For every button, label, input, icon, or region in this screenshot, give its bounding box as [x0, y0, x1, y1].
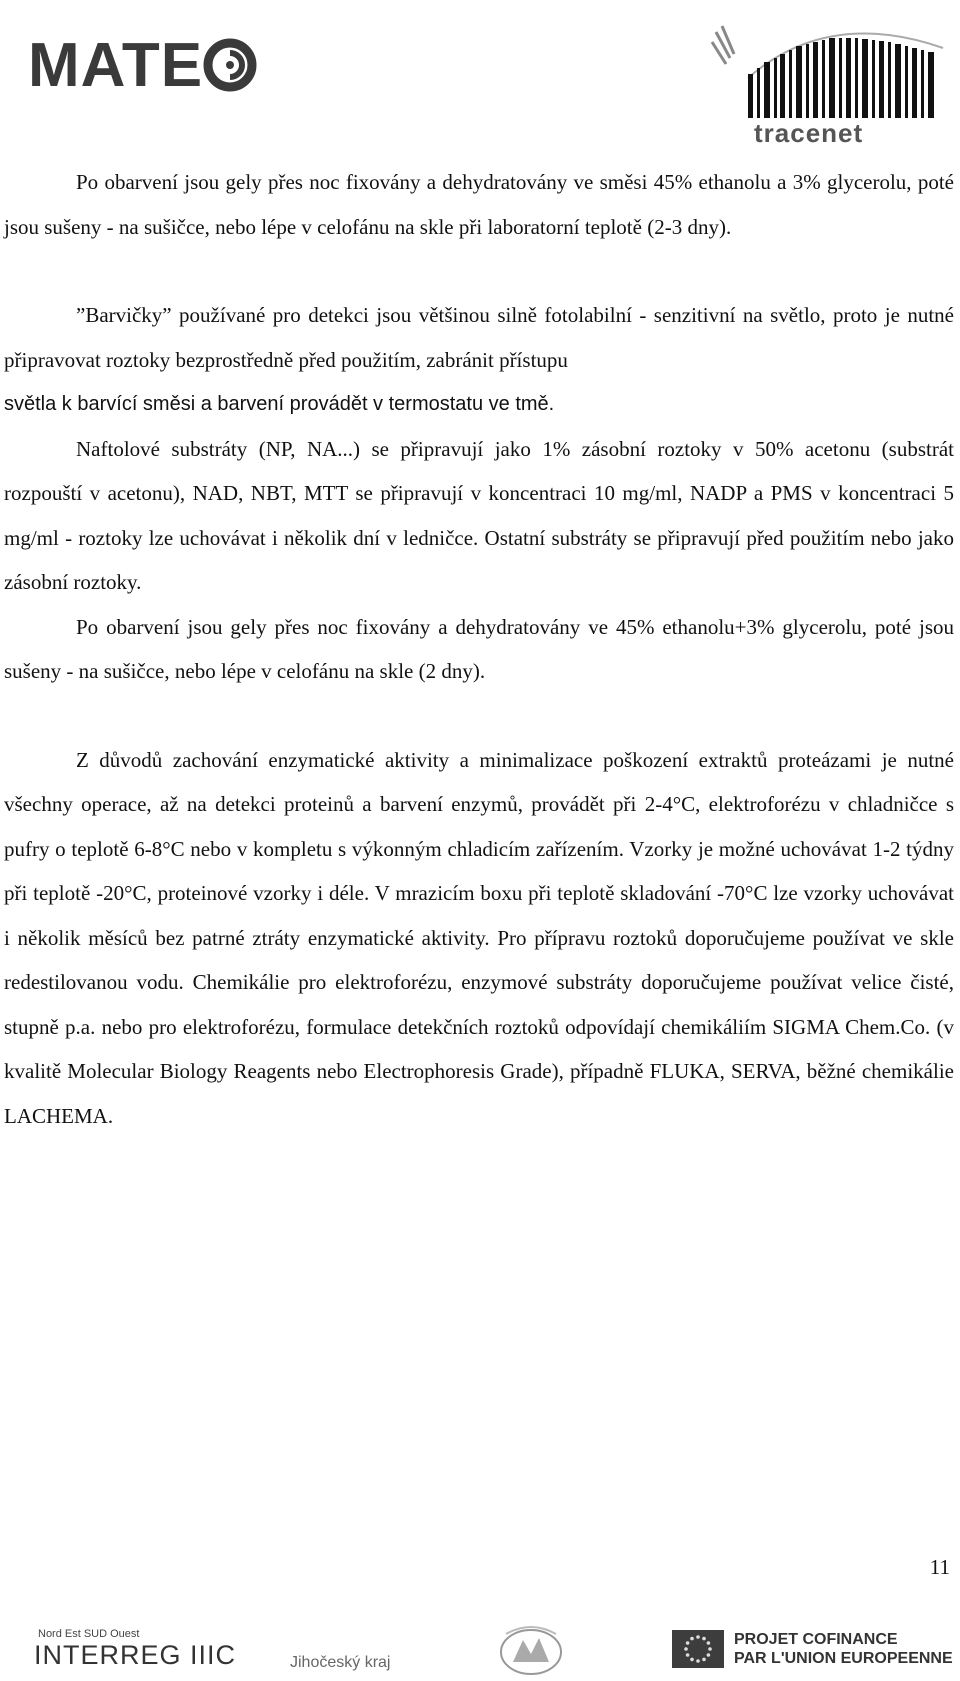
mateo-logo-o-icon: [203, 36, 257, 90]
paragraph-fixation-short: Po obarvení jsou gely přes noc fixovány a dehydratovány ve 45% ethanolu+3% glycerolu, poté jsou sušeny - na sušičce, nebo lépe v celofánu na skle (2 dny).: [4, 614, 954, 683]
region-logo: Jihočeský kraj: [290, 1654, 391, 1671]
paragraph-gap: [4, 249, 954, 293]
tracenet-barcode-icon: [708, 18, 948, 128]
paragraph-fixation: Po obarvení jsou gely přes noc fixovány a dehydratovány ve směsi 45% ethanolu a 3% glycerolu, poté jsou sušeny - na sušičce, nebo lépe v celofánu na skle při laboratorní teplotě (2-3 dny).: [4, 170, 954, 239]
eu-cofinance-line-1: PROJET COFINANCE: [734, 1631, 898, 1648]
page-header: [0, 0, 960, 160]
interreg-logo: INTERREG IIIC: [34, 1640, 237, 1670]
paragraph-substrates: Naftolové substráty (NP, NA...) se připravují jako 1% zásobní roztoky v 50% acetonu (substrát rozpouští v acetonu), NAD, NBT, MTT se připravují v koncentraci 10 mg/ml, NADP a PMS v koncentraci 5 mg/ml - roztoky lze uchovávat i několik dní v ledničce. Ostatní substráty se připravují před použitím nebo jako zásobní roztoky.: [4, 436, 954, 594]
ministry-emblem-icon: [488, 1622, 574, 1676]
mateo-logo-text: MATE: [28, 31, 204, 100]
tracenet-logo-text: tracenet: [754, 118, 864, 148]
mateo-logo: [28, 30, 257, 101]
page-number: 11: [929, 1555, 950, 1579]
document-body: [4, 160, 954, 1138]
paragraph-enzymatic-activity: Z důvodů zachování enzymatické aktivity a minimalizace poškození extraktů proteázami je nutné všechny operace, až na detekci proteinů a barvení enzymů, provádět při 2-4°C, elektroforézu v chladničce s pufry o teplotě 6-8°C nebo v kompletu s výkonným chladicím zařízením. Vzorky je možné uchovávat 1-2 týdny při teplotě -20°C, proteinové vzorky i déle. V mrazicím boxu při teplotě skladování -70°C lze vzorky uchovávat i několik měsíců bez patrné ztráty enzymatické aktivity. Pro přípravu roztoků doporučujeme používat ve skle redestilovanou vodu. Chemikálie pro elektroforézu, enzymové substráty doporučujeme používat velice čisté, stupně p.a. nebo pro elektroforézu, formulace detekčních roztoků odpovídají chemikáliím SIGMA Chem.Co. (v kvalitě Molecular Biology Reagents nebo Electrophoresis Grade), případně FLUKA, SERVA, běžné chemikálie LACHEMA.: [4, 747, 954, 1128]
paragraph-gap: [4, 694, 954, 738]
paragraph-dyes-continued: světla k barvící směsi a barvení provádět v termostatu ve tmě.: [4, 393, 555, 415]
eu-flag-icon: [672, 1630, 724, 1668]
interreg-subtitle: Nord Est SUD Ouest: [38, 1628, 140, 1640]
paragraph-dyes: ”Barvičky” používané pro detekci jsou většinou silně fotolabilní - senzitivní na světlo, proto je nutné připravovat roztoky bezprostředně před použitím, zabránit přístupu: [4, 303, 954, 372]
eu-cofinance-line-2: PAR L'UNION EUROPEENNE: [734, 1650, 953, 1667]
page-footer: [0, 1618, 960, 1676]
eu-cofinance-text: [734, 1630, 953, 1668]
tracenet-logo: [708, 18, 948, 148]
